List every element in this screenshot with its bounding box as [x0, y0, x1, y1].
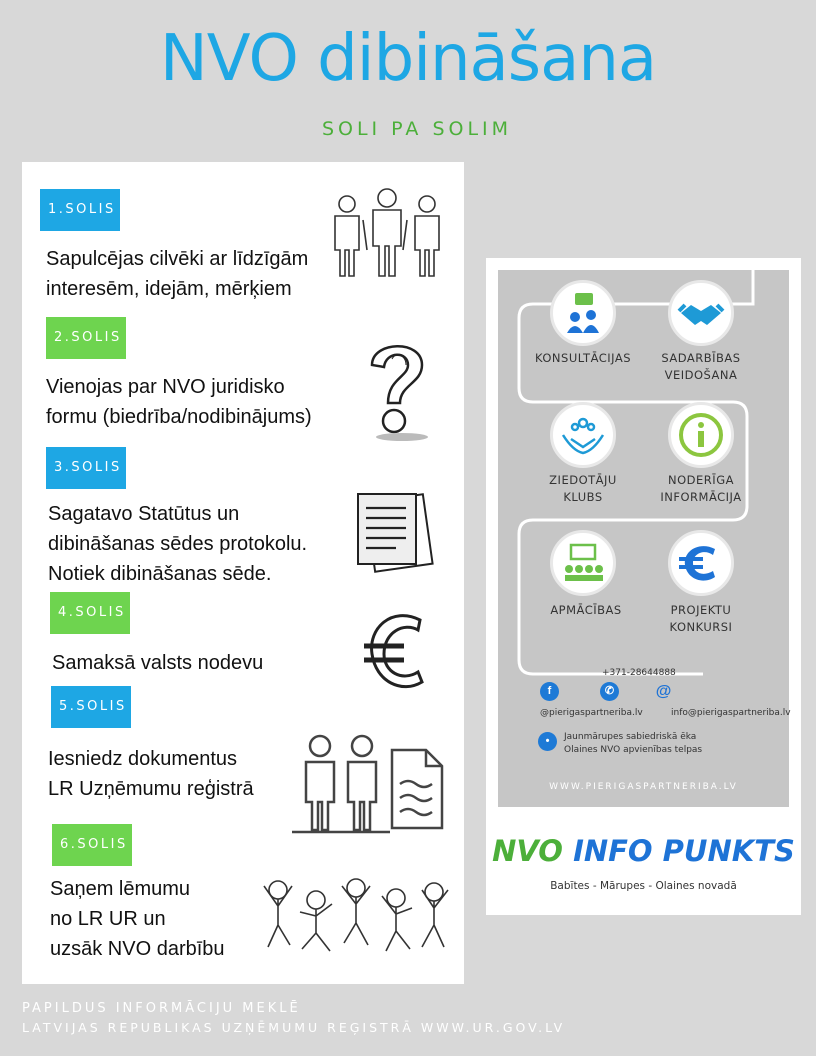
email-icon[interactable]: @: [655, 683, 672, 700]
phone-icon[interactable]: ✆: [600, 682, 619, 701]
people-group-icon: [327, 188, 451, 278]
step-2-badge: 2.SOLIS: [46, 317, 126, 359]
step-5-badge: 5.SOLIS: [51, 686, 131, 728]
step-6-text: Saņem lēmumu no LR UR un uzsāk NVO darbību: [50, 878, 225, 960]
facebook-icon[interactable]: f: [540, 682, 559, 701]
jumping-people-icon: [258, 870, 456, 962]
question-mark-icon: [362, 337, 432, 443]
step-1-text: Sapulcējas cilvēki ar līdzīgām interesēm, idejām, mērķiem: [46, 248, 309, 300]
documents-icon: [352, 490, 442, 574]
step-6-badge: 6.SOLIS: [52, 824, 132, 866]
donor-hands-icon: [550, 402, 616, 468]
step-4-badge: 4.SOLIS: [50, 592, 130, 634]
training-icon: [550, 530, 616, 596]
service-label-trainings: APMĀCĪBAS: [550, 603, 622, 617]
location-pin-icon: •: [538, 732, 557, 751]
website-text: WWW.PIERIGASPARTNERIBA.LV: [549, 782, 738, 792]
service-label-donors: ZIEDOTĀJU KLUBS: [549, 473, 617, 504]
step-1-badge: 1.SOLIS: [40, 189, 120, 231]
page-title: NVO dibināšana: [159, 22, 657, 96]
step-4-text: Samaksā valsts nodevu: [52, 652, 264, 674]
service-label-cooperation: SADARBĪBAS VEIDOŠANA: [661, 351, 741, 382]
consultation-icon: [550, 280, 616, 346]
step-2-text: Vienojas par NVO juridisko formu (biedrība/nodibinājums): [46, 376, 312, 428]
info-card: [486, 258, 801, 915]
footer-line-2[interactable]: LATVIJAS REPUBLIKAS UZŅĒMUMU REĢISTRĀ WWW.UR.GOV.LV: [22, 1020, 566, 1035]
address-line-2: Olaines NVO apvienības telpas: [564, 745, 703, 755]
euro-circle-icon: [668, 530, 734, 596]
euro-icon: [362, 610, 428, 696]
step-3-badge: 3.SOLIS: [46, 447, 126, 489]
service-label-information: NODERĪGA INFORMĀCIJA: [660, 473, 742, 504]
step-5-text: Iesniedz dokumentus LR Uzņēmumu reģistrā: [48, 748, 254, 800]
brand-logo-text: NVO INFO PUNKTS: [492, 834, 795, 868]
handshake-icon: [668, 280, 734, 346]
service-label-projects: PROJEKTU KONKURSI: [669, 603, 733, 634]
service-label-consultations: KONSULTĀCIJAS: [534, 351, 632, 365]
info-icon: [668, 402, 734, 468]
phone-number[interactable]: +371-28644888: [602, 668, 676, 678]
facebook-handle[interactable]: @pierigaspartneriba.lv: [540, 708, 643, 718]
address-line-1: Jaunmārupes sabiedriskā ēka: [564, 732, 697, 742]
steps-panel: [22, 162, 464, 984]
email-address[interactable]: info@pierigaspartneriba.lv: [671, 708, 791, 718]
step-3-text: Sagatavo Statūtus un dibināšanas sēdes protokolu. Notiek dibināšanas sēde.: [48, 503, 308, 585]
footer-line-1: PAPILDUS INFORMĀCIJU MEKLĒ: [22, 1001, 301, 1016]
brand-subtitle: Babītes - Mārupes - Olaines novadā: [550, 880, 737, 892]
people-document-icon: [292, 732, 450, 836]
page-subtitle: SOLI PA SOLIM: [321, 118, 513, 140]
